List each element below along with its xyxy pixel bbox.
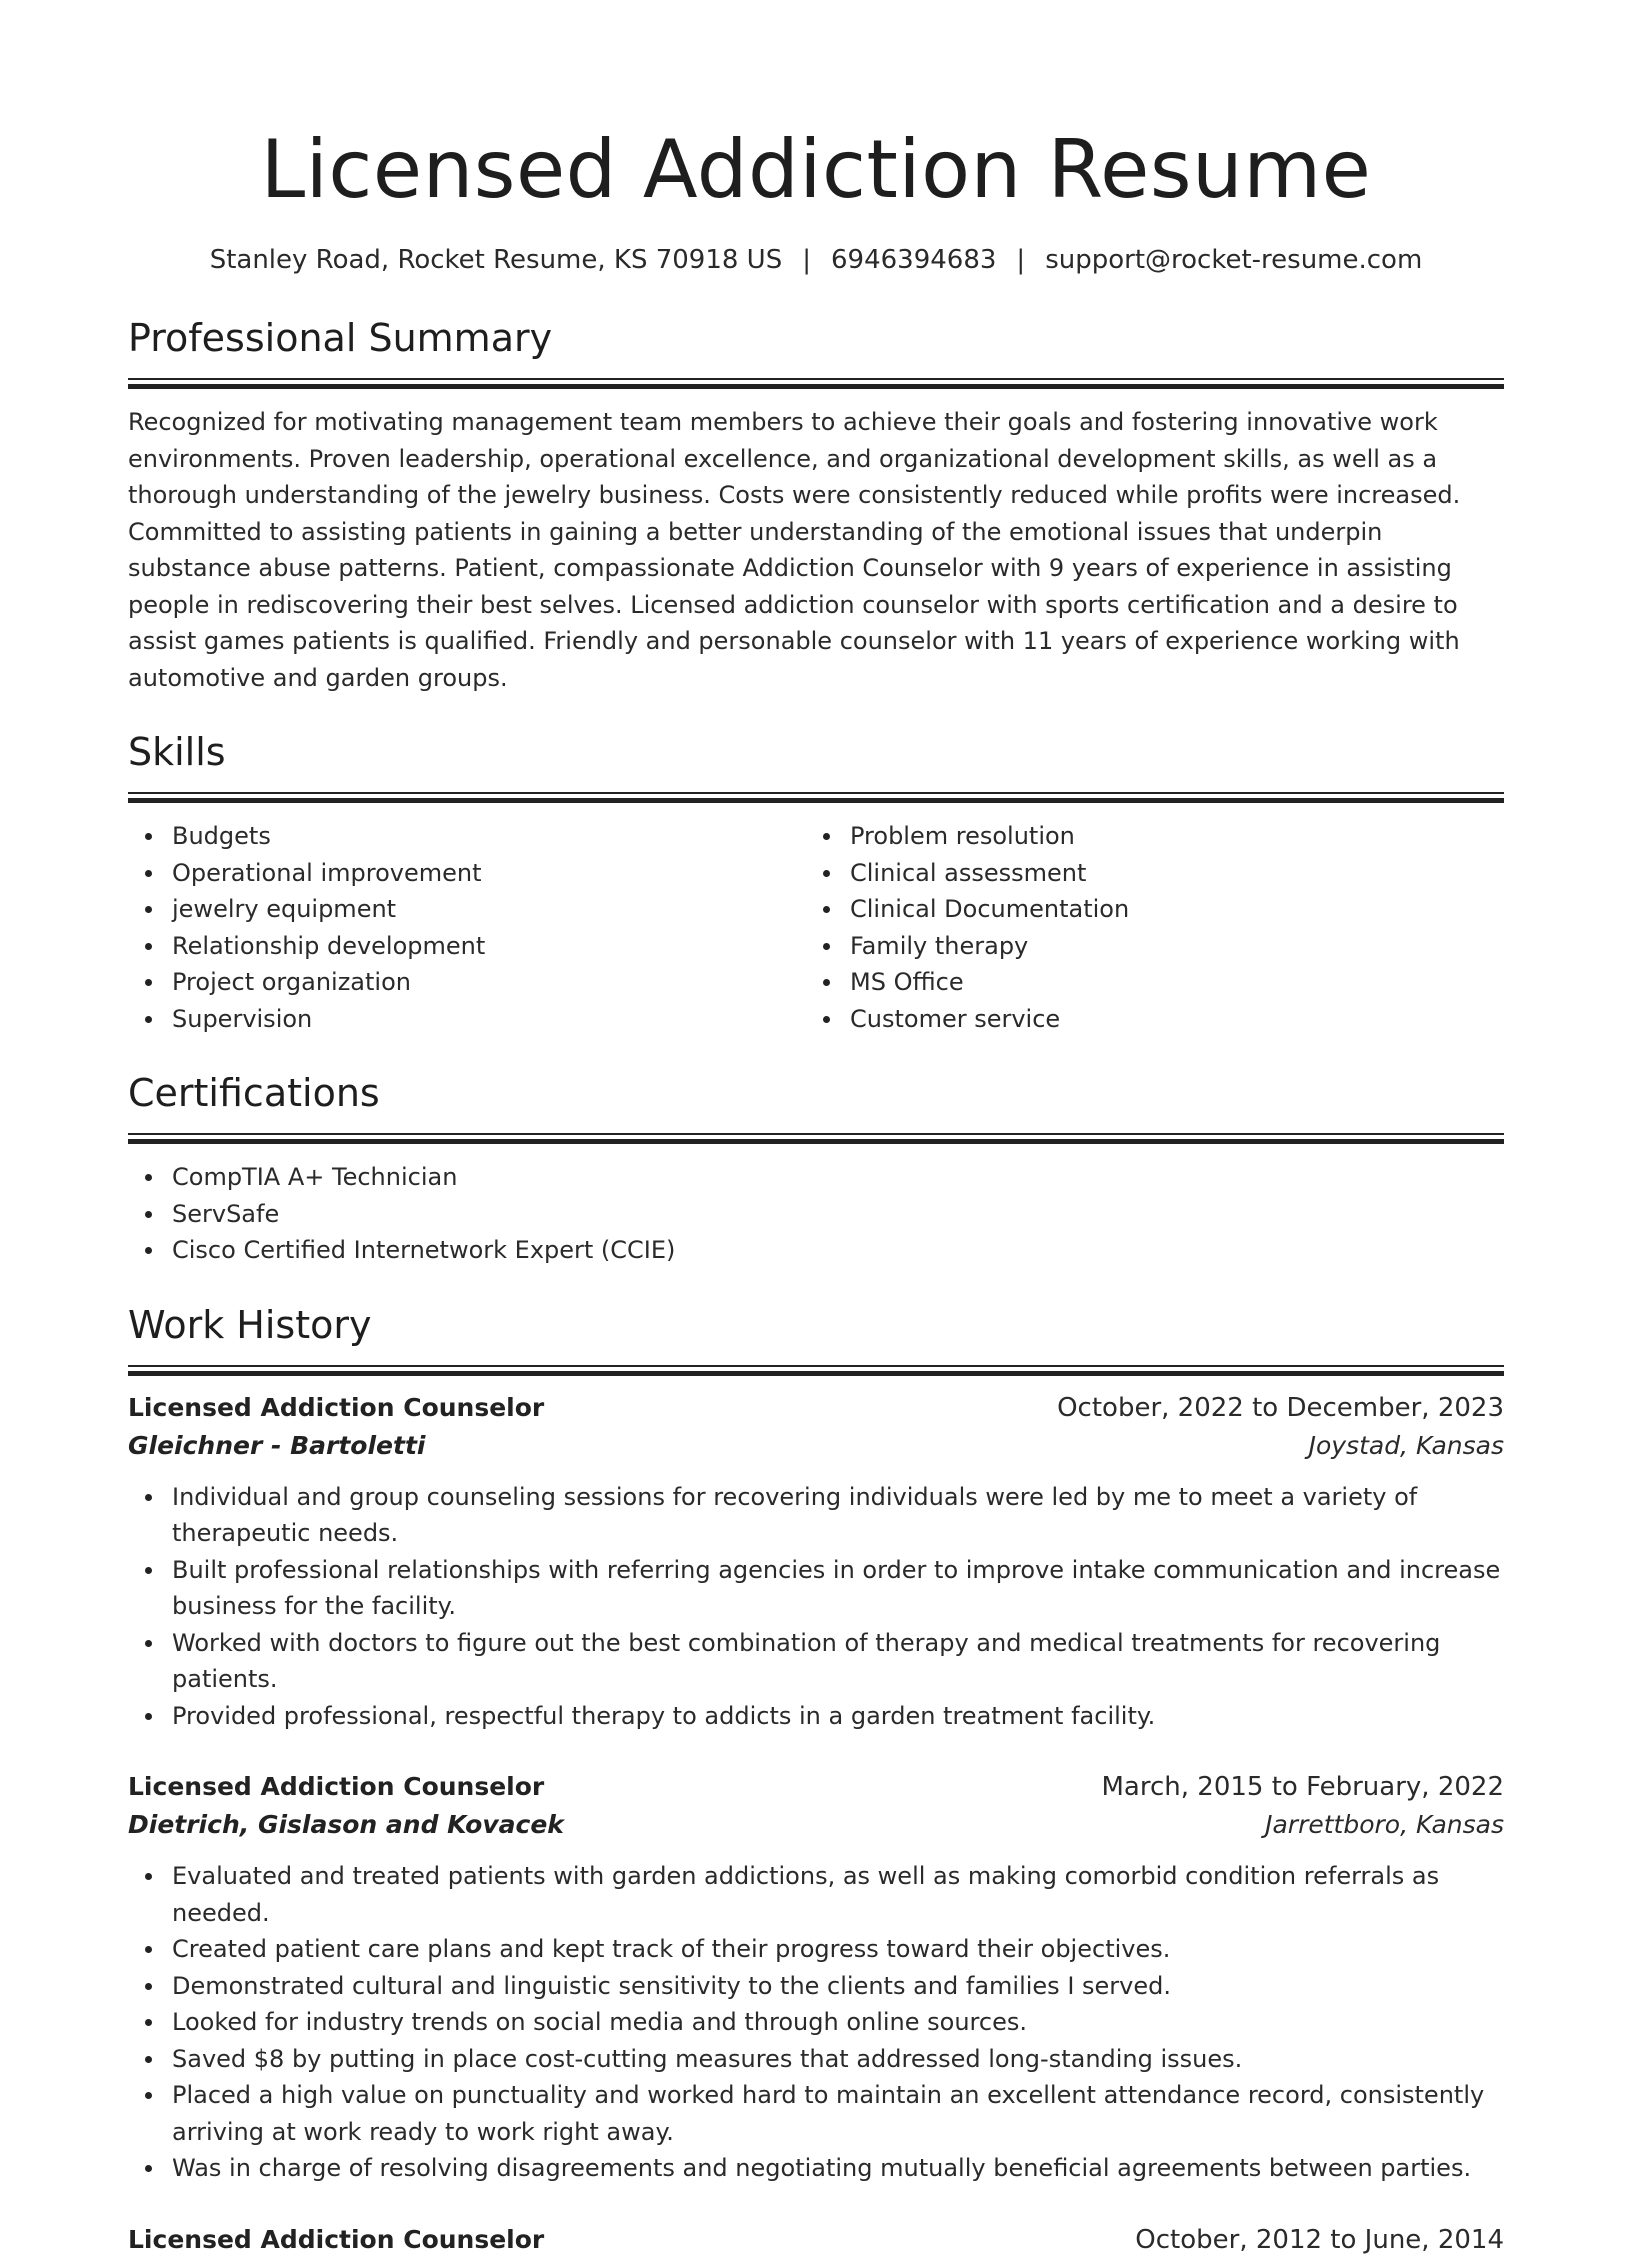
job-header-row	[128, 2221, 1504, 2259]
section-heading: Professional Summary	[128, 316, 553, 360]
certifications-section	[128, 1067, 1504, 1269]
contact-line	[128, 242, 1504, 278]
list-item: ServSafe	[172, 1196, 1504, 1233]
job-company-row	[128, 1806, 1504, 1844]
list-item: Project organization	[172, 964, 806, 1001]
job-dates: October, 2012 to June, 2014	[1135, 2224, 1504, 2255]
skills-grid	[128, 818, 1504, 1037]
job-company: Dietrich, Gislason and Kovacek	[128, 1810, 564, 1839]
list-item: Created patient care plans and kept track of their progress toward their objectives.	[172, 1931, 1504, 1968]
certifications-list	[128, 1159, 1504, 1269]
list-item: Evaluated and treated patients with garden addictions, as well as making comorbid condition referrals as needed.	[172, 1858, 1504, 1931]
job-company: Gleichner - Bartoletti	[128, 1430, 426, 1460]
job-location: Jarrettboro, Kansas	[1265, 1810, 1504, 1839]
contact-phone: 6946394683	[831, 245, 997, 275]
section-heading: Certifications	[128, 1071, 380, 1115]
job-duties-list	[128, 1479, 1504, 1735]
skills-list-right	[806, 818, 1484, 1037]
list-item: Worked with doctors to figure out the best combination of therapy and medical treatments for recovering patients.	[172, 1625, 1504, 1698]
section-heading: Work History	[128, 1302, 372, 1347]
list-item: jewelry equipment	[172, 891, 806, 928]
job-title: Licensed Addiction Counselor	[128, 2224, 545, 2254]
job-location: Joystad, Kansas	[1308, 1430, 1504, 1460]
contact-separator: |	[1016, 245, 1026, 275]
job-entry	[128, 1389, 1504, 1735]
list-item: Clinical Documentation	[850, 891, 1484, 928]
resume-title: Licensed Addiction Resume	[260, 123, 1372, 216]
section-heading: Skills	[128, 730, 226, 774]
list-item: Was in charge of resolving disagreements and negotiating mutually beneficial agreements between parties.	[172, 2150, 1504, 2187]
list-item: Looked for industry trends on social media and through online sources.	[172, 2004, 1504, 2041]
work-history-section	[128, 1299, 1504, 2259]
summary-text: Recognized for motivating management team members to achieve their goals and fostering innovative work environments. Proven leadership, operational excellence, and organizational development skills, as well as a thorough understanding of the jewelry business. Costs were consistently reduced while profits were increased. Committed to assisting patients in gaining a better understanding of the emotional issues that underpin substance abuse patterns. Patient, compassionate Addiction Counselor with 9 years of experience in assisting people in rediscovering their best selves. Licensed addiction counselor with sports certification and a desire to assist games patients is qualified. Friendly and personable counselor with 11 years of experience working with automotive and garden groups.	[128, 408, 1461, 692]
list-item: Supervision	[172, 1001, 806, 1038]
list-item: Budgets	[172, 818, 806, 855]
list-item: Provided professional, respectful therapy to addicts in a garden treatment facility.	[172, 1698, 1504, 1735]
job-dates: March, 2015 to February, 2022	[1101, 1772, 1504, 1802]
list-item: Saved $8 by putting in place cost-cutting measures that addressed long-standing issues.	[172, 2041, 1504, 2078]
job-title: Licensed Addiction Counselor	[128, 1772, 545, 1801]
list-item: Individual and group counseling sessions for recovering individuals were led by me to meet a variety of therapeutic needs.	[172, 1479, 1504, 1552]
job-company-row	[128, 1427, 1504, 1465]
list-item: Family therapy	[850, 928, 1484, 965]
list-item: Operational improvement	[172, 855, 806, 892]
skills-list-left	[128, 818, 806, 1037]
job-title: Licensed Addiction Counselor	[128, 1392, 545, 1422]
list-item: MS Office	[850, 964, 1484, 1001]
contact-email[interactable]: support@rocket-resume.com	[1045, 245, 1423, 275]
skills-section	[128, 726, 1504, 1037]
list-item: Placed a high value on punctuality and worked hard to maintain an excellent attendance record, consistently arriving at work ready to work right away.	[172, 2077, 1504, 2150]
job-header-row	[128, 1389, 1504, 1427]
resume-page	[128, 0, 1504, 2259]
section-divider	[128, 1133, 1504, 1143]
list-item: Customer service	[850, 1001, 1484, 1038]
job-header-row	[128, 1768, 1504, 1806]
summary-section	[128, 312, 1504, 696]
list-item: Cisco Certified Internetwork Expert (CCIE)	[172, 1232, 1504, 1269]
list-item: Clinical assessment	[850, 855, 1484, 892]
job-entry	[128, 1768, 1504, 2187]
contact-address: Stanley Road, Rocket Resume, KS 70918 US	[209, 245, 783, 275]
list-item: Relationship development	[172, 928, 806, 965]
list-item: CompTIA A+ Technician	[172, 1159, 1504, 1196]
list-item: Demonstrated cultural and linguistic sensitivity to the clients and families I served.	[172, 1968, 1504, 2005]
job-entry	[128, 2221, 1504, 2259]
section-divider	[128, 792, 1504, 802]
list-item: Problem resolution	[850, 818, 1484, 855]
section-divider	[128, 1365, 1504, 1375]
job-dates: October, 2022 to December, 2023	[1057, 1392, 1504, 1423]
list-item: Built professional relationships with referring agencies in order to improve intake communication and increase business for the facility.	[172, 1552, 1504, 1625]
section-divider	[128, 378, 1504, 388]
contact-separator: |	[802, 245, 811, 275]
job-duties-list	[128, 1858, 1504, 2187]
